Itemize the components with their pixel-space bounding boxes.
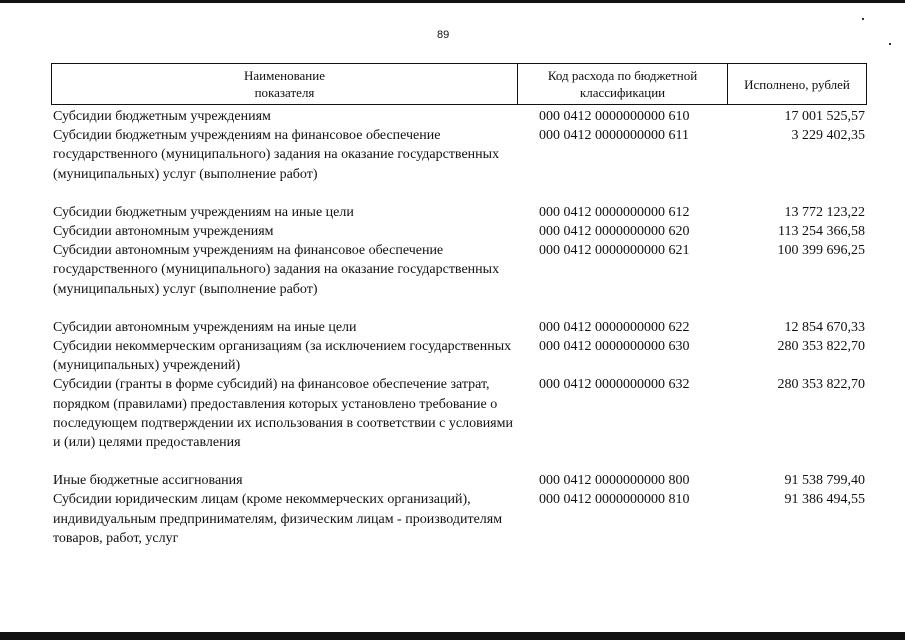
table-body [53,107,867,548]
table-row [53,337,867,375]
row-code: 000 0412 0000000000 610 [539,109,690,124]
row-amount: 100 399 696,25 [777,243,865,259]
table-row [53,203,867,222]
table-row [53,318,867,337]
header-name [52,64,517,104]
row-name: Субсидии юридическим лицам (кроме некоммерческих организаций), индивидуальным предпринимателям, физическим лицам - производителям товаров, работ, услуг [53,492,503,546]
table-row [53,375,867,452]
row-name: Субсидии бюджетным учреждениям на финансовое обеспечение государственного (муниципального) задания на оказание государственных (муниципальных) услуг (выполнение работ) [53,128,500,182]
table-row [53,222,867,241]
row-name: Субсидии автономным учреждениям на иные цели [53,319,357,335]
row-code: 000 0412 0000000000 810 [539,492,690,508]
page-top-border [0,0,905,3]
row-code: 000 0412 0000000000 622 [539,319,690,335]
row-name: Иные бюджетные ассигнования [53,473,243,489]
table-header [51,63,867,105]
row-amount: 12 854 670,33 [784,319,865,335]
row-code: 000 0412 0000000000 630 [539,339,690,355]
row-amount: 113 254 366,58 [778,224,865,240]
row-amount: 17 001 525,57 [784,109,865,124]
table-row [53,471,867,490]
page-bottom-border [0,632,905,640]
row-name: Субсидии некоммерческим организациям (за исключением государственных (муниципальных) учреждений) [53,339,512,374]
header-code-label: Код расхода по бюджетной классификации [547,68,698,100]
header-amount [727,64,866,104]
page-number: 89 [437,29,450,41]
row-code: 000 0412 0000000000 800 [539,473,690,489]
row-code: 000 0412 0000000000 612 [539,204,690,220]
table-row [53,490,867,548]
row-code: 000 0412 0000000000 611 [539,128,689,144]
row-amount: 280 353 822,70 [777,377,865,393]
row-code: 000 0412 0000000000 632 [539,377,690,393]
header-name-label: Наименование показателя [244,68,325,100]
row-amount: 3 229 402,35 [791,128,865,144]
row-name: Субсидии (гранты в форме субсидий) на финансовое обеспечение затрат, порядком (правилами) предоставления которых установлено требование о последующем подтверждении их использования в соответствии с условиями и (или) целями предоставления [53,377,513,451]
row-name: Субсидии автономным учреждениям на финансовое обеспечение государственного (муниципального) задания на оказание государственных (муниципальных) услуг (выполнение работ) [53,243,500,297]
table-row [53,241,867,299]
row-amount: 91 538 799,40 [784,473,865,489]
row-amount: 280 353 822,70 [777,339,865,355]
header-code [517,64,727,104]
header-amount-label: Исполнено, рублей [744,76,850,92]
table-row [53,107,867,126]
row-code: 000 0412 0000000000 621 [539,243,690,259]
row-code: 000 0412 0000000000 620 [539,224,690,240]
table-row [53,126,867,184]
scan-speck [889,43,891,45]
row-amount: 13 772 123,22 [784,204,865,220]
row-amount: 91 386 494,55 [784,492,865,508]
scan-speck [862,18,864,20]
row-name: Субсидии бюджетным учреждениям на иные цели [53,204,354,220]
row-name: Субсидии бюджетным учреждениям [53,109,271,124]
row-name: Субсидии автономным учреждениям [53,224,274,240]
